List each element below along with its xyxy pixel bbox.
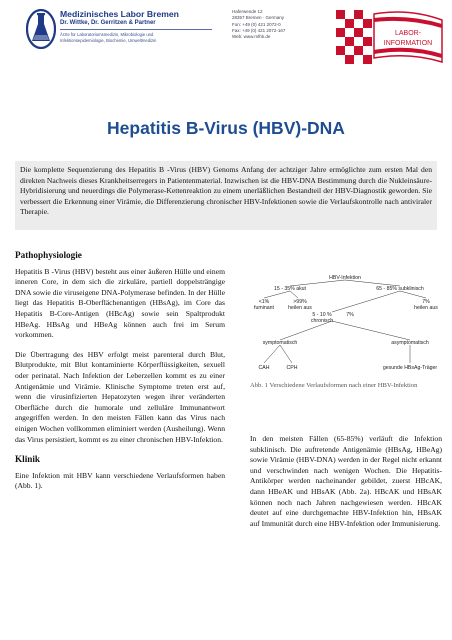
address-line: Fax: +49 (0) 421 2072-167 <box>232 27 286 33</box>
lab-subtitle: Dr. Wittke, Dr. Gerritzen & Partner <box>60 20 156 26</box>
address-line: Fon: +49 (0) 421 2072-0 <box>232 21 281 27</box>
paragraph: Eine Infektion mit HBV kann verschiedene Verlaufsformen haben (Abb. 1). <box>15 470 225 491</box>
section-heading-pathophysiologie: Pathophysiologie <box>15 250 82 260</box>
node-chronic-pct: 5 - 10 % <box>312 312 332 318</box>
paragraph: Hepatitis B -Virus (HBV) besteht aus einer äußeren Hülle und einem inneren Core, in dem sich die zirkuläre, partiell doppelsträngige DNA sowie die viruseigene DNA-Polymerase befinden. In der Hülle liegt das Hepatitis B-Oberflächenantigen (HBsAg), im Core das Hepatitis B-Core-Antigen (HBcAg) sowie sein Spaltprodukt HBeAg. HBsAg und HBeAg können auch frei im Serum vorkommen. <box>15 266 225 340</box>
node-heal-right-pct: 7% <box>422 299 430 305</box>
flag-text-line1: LABOR- <box>394 30 422 37</box>
node-asymptomatic: asymptomatisch <box>391 340 429 346</box>
node-fulminant-label: fuminant <box>254 305 274 311</box>
node-heal-right-label: heilen aus <box>414 305 438 311</box>
paragraph: In den meisten Fällen (65-85%) verläuft die Infektion subklinisch. Die auftretende Antigenämie (HBsAg, HBeAg) sowie Virämie (HBV-DNA) werden in der Regel nicht erkannt und verschwinden nach wenigen Wochen. Die Hepatitis-Antikörper werden nacheinander gebildet, zuerst HBcAK, dann HBeAK und HBsAK (Abb. 2a). HBcAK und HBsAK können noch nach Jahren nachgewiesen werden. HBcAK deutet auf eine durchgemachte HBV-Infektion hin, HBsAK auf Immunität durch eine HBV-Infektion oder Immunisierung. <box>250 434 442 528</box>
lab-desc-line: Infektionsepidemiologie, Biochemie, Umweltmedizin <box>60 38 157 43</box>
lab-name-block <box>60 9 215 44</box>
figure-caption: Abb. 1 Verschiedene Verlaufsformen nach einer HBV-Infektion <box>250 382 418 389</box>
node-carrier: gesunde HBsAg-Träger <box>382 365 438 371</box>
intro-box: Die komplette Sequenzierung des Hepatitis B -Virus (HBV) Genoms Anfang der achtziger Jahre ermöglichte zum ersten Mal den direkten Nachweis dieses Krankheitserregers in Patientenmaterial. Inzwischen ist die HBV-DNA Bestimmung durch die Nukleinsäure-Hybridisierung und neuerdings die Polymerase-Kettenreaktion zu einem unerläßlichen Bestandteil der HBV-Diagnostik geworden. Sie verbessert die Erkennung einer Virämie, die Differenzierung chronischer HBV-Infektionen sowie die Verlaufskontrolle nach antiviraler Therapie. <box>15 161 437 230</box>
right-column <box>250 434 442 538</box>
lab-title: Medizinisches Labor Bremen <box>60 9 179 19</box>
labor-information-flag <box>334 6 446 68</box>
flag-text-line2: INFORMATION <box>383 40 433 47</box>
left-column <box>15 250 225 501</box>
flag-checker-pattern <box>336 10 374 64</box>
address-line: 28357 Bremen · Germany <box>232 15 285 21</box>
node-chronic-label: chronisch <box>310 318 334 324</box>
address-line: Web: www.mlhb.de <box>232 34 271 40</box>
node-symptomatic: symptomatisch <box>262 340 298 346</box>
node-chronic-pct2: 7% <box>346 312 354 318</box>
address-line: Haferwende 12 <box>232 9 263 14</box>
address-block <box>232 9 285 40</box>
page-title: Hepatitis B-Virus (HBV)-DNA <box>107 118 345 138</box>
lab-logo <box>26 9 56 49</box>
course-diagram <box>250 275 440 381</box>
section-heading-klinik: Klinik <box>15 454 41 465</box>
node-root: HBV-Infektion <box>329 275 361 281</box>
paragraph: Die Übertragung des HBV erfolgt meist parenteral durch Blut, Blutprodukte, mit Blut kontaminierte Körperflüssigkeiten, sexuell oder perinatal. Nach Infektion der Leberzellen kommt es zu einer Antigenämie und Virämie. Klinische Symptome treten erst auf, wenn die virusinfizierten Hepatozyten wegen ihrer veränderten Oberfläche durch die humorale und zelluläre Immunantwort angegriffen werden. In den meisten Fällen kann das Virus nach einigen Wochen vollkommen eliminiert werden (Ausheilung). Wenn das Virus persistiert, kommt es zu einer chronischen HBV-Infektion. <box>15 349 225 444</box>
lab-divider <box>60 29 212 30</box>
node-heal-left-label: heilen aus <box>288 305 312 311</box>
node-acute: 15 - 35% akut <box>273 286 307 292</box>
node-fulminant-pct: <1% <box>258 299 270 305</box>
node-cph: CPH <box>286 365 298 371</box>
lab-desc-line: Ärzte für Laboratoriumsmedizin, Mikrobiologie und <box>60 32 154 37</box>
node-subclinical: 65 - 85% subklinisch <box>376 286 424 292</box>
node-heal-left-pct: >99% <box>293 299 307 305</box>
node-cah: CAH <box>258 365 270 371</box>
